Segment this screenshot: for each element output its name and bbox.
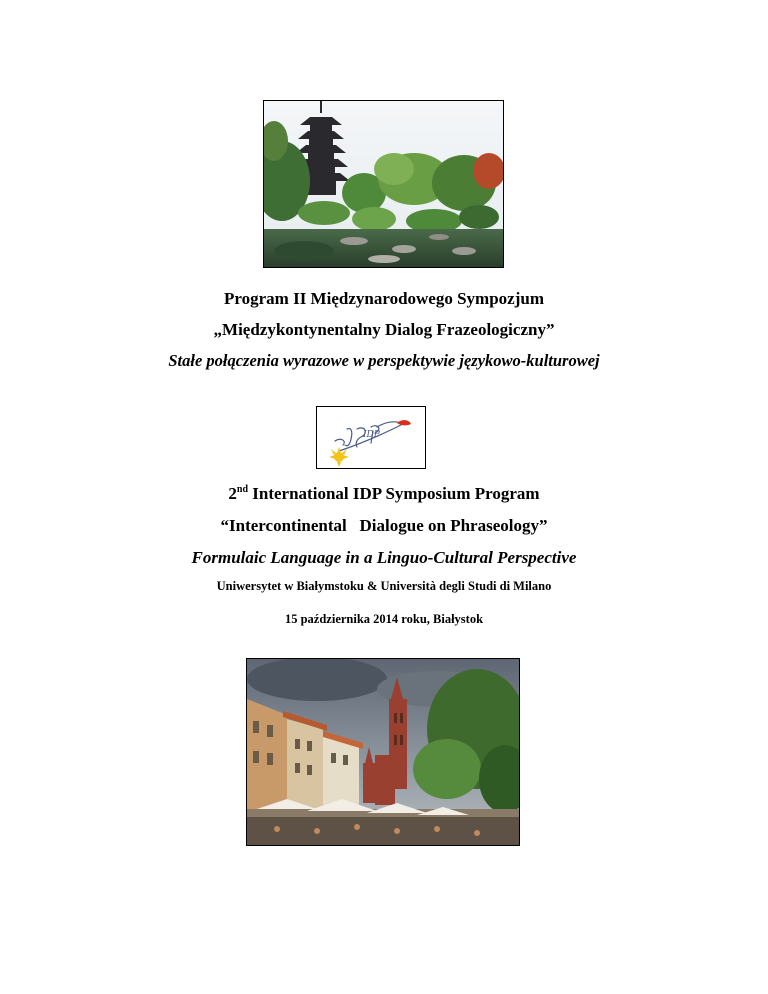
- polish-topic: Stałe połączenia wyrazowe w perspektywie językowo-kulturowej: [168, 351, 600, 370]
- universities-line: Uniwersytet w Białymstoku & Università degli Studi di Milano: [216, 579, 552, 593]
- polish-title: Program II Międzynarodowego Sympozjum: [224, 289, 544, 308]
- english-title-rest: International IDP Symposium Program: [248, 484, 540, 503]
- date-place-line: 15 października 2014 roku, Białystok: [284, 612, 484, 626]
- english-title: [0, 484, 768, 504]
- english-title-ordinal-suffix: nd: [236, 484, 249, 495]
- idp-logo: [316, 406, 426, 469]
- english-title-ordinal: 2: [228, 484, 237, 503]
- pagoda-garden-photo: [263, 100, 504, 268]
- idp-logo-text: IDP: [363, 430, 380, 440]
- english-subtitle: “Intercontinental Dialogue on Phraseology”: [220, 516, 548, 535]
- city-street-cathedral-photo: [246, 658, 520, 846]
- english-topic: Formulaic Language in a Linguo-Cultural Perspective: [191, 548, 577, 567]
- polish-subtitle: „Międzykontynentalny Dialog Frazeologiczny”: [213, 320, 555, 339]
